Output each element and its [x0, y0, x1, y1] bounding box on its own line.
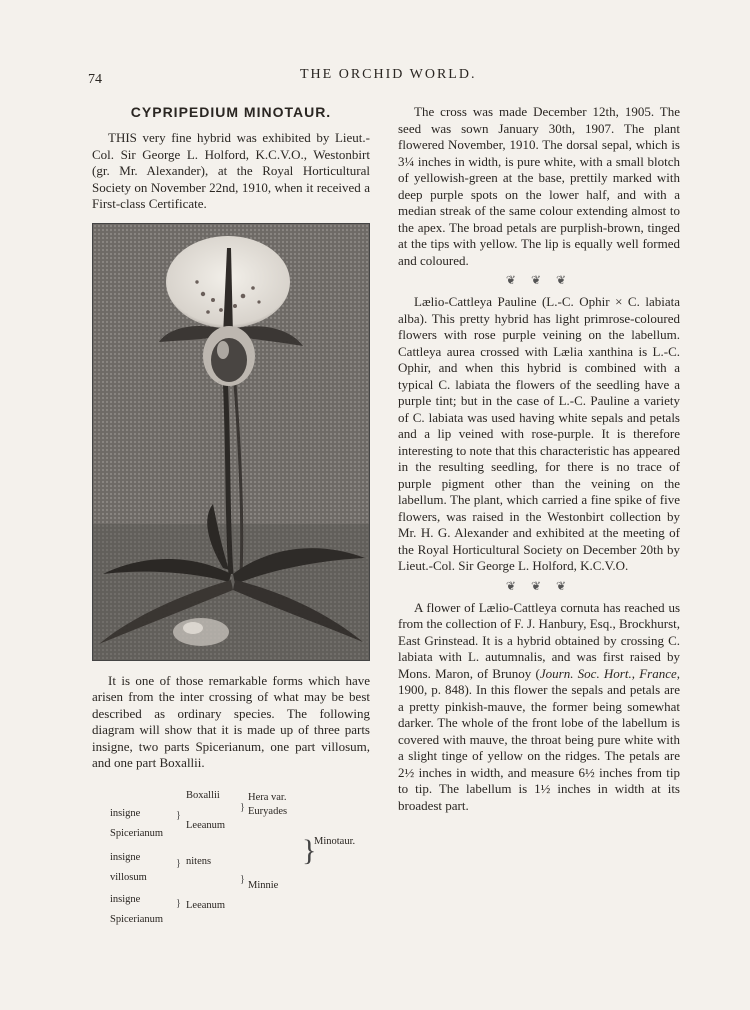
diagram-insigne-2: insigne [110, 851, 141, 863]
intro-paragraph: THIS very fine hybrid was exhibited by Lieut.-Col. Sir George L. Holford, K.C.V.O., Westonbirt (gr. Mr. Alexander), at the Royal Horticultural Society on November 22nd, 1910, when it received a First-class Certificate. [92, 130, 370, 211]
article-title: CYPRIPEDIUM MINOTAUR. [130, 104, 332, 120]
laelio-cattleya-pauline-paragraph: Lælio-Cattleya Pauline (L.-C. Ophir × C. labiata alba). This pretty hybrid has light primrose-coloured flowers with rose purple veining on the labellum. Cattleya aurea crossed with Lælia xanthina is L.-C. Ophir, and when this hybrid is combined with a typical C. labiata the flowers of the seedling have a purple tint; but in the case of L.-C. Pauline a variety of C. labiata was used having white sepals and petals and a lip veined with rose-purple. It is therefore interesting to note that this characteristic has appeared in the resulting seedling, for there is no trace of purple pigment other than the veining on the labellum. The plant, which carried a fine spike of five flowers, was raised in the Westonbirt collection by Mr. H. G. Alexander and exhibited at the meeting of the Royal Horticultural Society on December 20th by Lieut.-Col. Sir George L. Holford, K.C.V.O. [398, 294, 680, 573]
section-ornament: ❦ ❦ ❦ [505, 273, 573, 287]
cross-details-paragraph: The cross was made December 12th, 1905. The seed was sown January 30th, 1907. The plant flowered November, 1910. The dorsal sepal, which is 3¼ inches in width, is pure white, with a small blotch of yellowish-green at the base, prettily marked with deep purple spots on the lower half, and with a median streak of the same colour extending almost to the apex. The broad petals are purplish-brown, tinged at the tips with yellow. The lip is equally well formed and coloured. [398, 104, 680, 268]
diagram-villosum: villosum [110, 871, 147, 883]
cornuta-text-start: A flower of Lælio-Cattleya cornuta has reached us from the collection of F. J. Hanbury, Esq., Brockhurst, East Grinstead. It is a hybrid obtained by crossing C. labiata with L. autumnalis, and was first raised by Mons. Maron, of Brunoy ( [398, 599, 680, 681]
left-column [92, 104, 370, 928]
laelio-cattleya-cornuta-paragraph [398, 600, 680, 815]
diagram-intro-paragraph: It is one of those remarkable forms which have arisen from the inter crossing of what may be best described as ordinary species. The following diagram will show that it is made up of three parts insigne, two parts Spicerianum, one part villosum, and one part Boxallii. [92, 672, 370, 770]
diagram-leeanum-2: Leeanum [186, 899, 226, 911]
cypripedium-photo-image [93, 224, 369, 660]
running-title: THE ORCHID WORLD. [300, 67, 477, 82]
section-ornament: ❦ ❦ ❦ [505, 578, 573, 593]
journal-reference: Journ. Soc. Hort., France [539, 665, 677, 681]
diagram-boxallii: Boxallii [186, 789, 220, 801]
diagram-spicerianum-1: Spicerianum [110, 827, 164, 839]
diagram-hera-var: Hera var. [248, 791, 287, 803]
diagram-brace: } [176, 857, 181, 869]
diagram-euryades: Euryades [248, 805, 288, 817]
right-column [398, 104, 680, 814]
diagram-brace: } [176, 897, 181, 909]
orchid-photograph [92, 223, 370, 661]
diagram-brace: } [176, 809, 181, 821]
parentage-diagram [92, 788, 370, 928]
diagram-insigne-1: insigne [110, 807, 141, 819]
cornuta-text-end: , 1900, p. 848). In this flower the sepals and petals are a pretty pinkish-mauve, the former being somewhat darker. The whole of the front lobe of the labellum is covered with mauve, the throat being pure white with a slight tinge of yellow on the ridges. The petals are 2½ inches in width, and measure 6½ inches from tip to tip. The labellum is 1½ inches in width at its broadest part. [398, 665, 680, 813]
diagram-brace: } [302, 833, 317, 867]
diagram-insigne-3: insigne [110, 893, 141, 905]
diagram-nitens: nitens [186, 855, 212, 867]
diagram-brace: } [240, 873, 245, 885]
diagram-spicerianum-2: Spicerianum [110, 913, 164, 925]
page-number: 74 [88, 72, 102, 87]
diagram-leeanum-1: Leeanum [186, 819, 226, 831]
diagram-minotaur: Minotaur. [314, 835, 356, 847]
diagram-minnie: Minnie [248, 879, 279, 891]
diagram-brace: } [240, 801, 245, 813]
